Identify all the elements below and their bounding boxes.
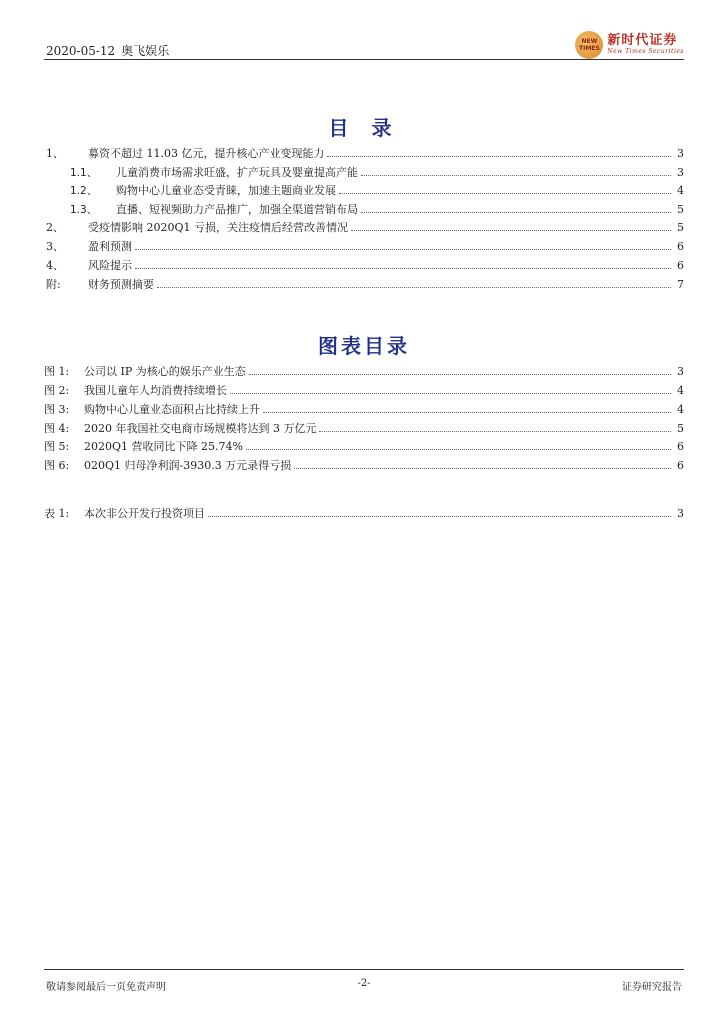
leader-dots xyxy=(351,218,671,231)
figure-item[interactable]: 图 3: 购物中心儿童业态面积占比持续上升 4 xyxy=(44,400,684,418)
leader-dots xyxy=(135,237,671,250)
page-header xyxy=(44,30,684,66)
logo-cn: 新时代证券 xyxy=(607,33,678,48)
header-divider xyxy=(44,59,684,60)
leader-dots xyxy=(294,456,671,469)
brand-logo xyxy=(575,30,684,60)
toc-item[interactable]: 1.2、 购物中心儿童业态受青睐，加速主题商业发展 4 xyxy=(44,181,684,199)
leader-dots xyxy=(319,419,671,432)
figures-title: 图表目录 xyxy=(318,334,410,358)
figure-item[interactable]: 图 5: 2020Q1 营收同比下降 25.74% 6 xyxy=(44,437,684,455)
logo-en: New Times Securities xyxy=(607,48,684,55)
leader-dots xyxy=(157,275,671,288)
company-name: 奥飞娱乐 xyxy=(121,44,170,58)
logo-text xyxy=(607,34,684,56)
leader-dots xyxy=(263,400,671,413)
figure-item[interactable]: 图 6: 020Q1 归母净利润-3930.3 万元录得亏损 6 xyxy=(44,456,684,474)
figure-item[interactable]: 图 1: 公司以 IP 为核心的娱乐产业生态 3 xyxy=(44,362,684,380)
figure-item[interactable]: 图 4: 2020 年我国社交电商市场规模将达到 3 万亿元 5 xyxy=(44,419,684,437)
leader-dots xyxy=(339,181,671,194)
toc-item[interactable]: 3、 盈利预测 6 xyxy=(44,237,684,255)
leader-dots xyxy=(230,381,671,394)
toc-item[interactable]: 1.1、 儿童消费市场需求旺盛，扩产玩具及婴童提高产能 3 xyxy=(44,163,684,181)
leader-dots xyxy=(249,362,671,375)
toc-item[interactable]: 4、 风险提示 6 xyxy=(44,256,684,274)
leader-dots xyxy=(361,200,671,213)
leader-dots xyxy=(135,256,671,269)
header-date-title xyxy=(46,42,169,59)
figure-item[interactable]: 图 2: 我国儿童年人均消费持续增长 4 xyxy=(44,381,684,399)
leader-dots xyxy=(246,437,671,450)
logo-seal-icon: NEW TIMES xyxy=(575,31,603,59)
report-type: 证券研究报告 xyxy=(622,982,682,993)
page-footer xyxy=(44,969,684,993)
disclaimer-note: 敬请参阅最后一页免责声明 xyxy=(46,982,166,993)
table-item[interactable]: 表 1: 本次非公开发行投资项目 3 xyxy=(44,504,684,522)
leader-dots xyxy=(361,163,671,176)
leader-dots xyxy=(327,144,671,157)
report-date: 2020-05-12 xyxy=(46,44,116,58)
toc-item[interactable]: 1.3、 直播、短视频助力产品推广，加强全渠道营销布局 5 xyxy=(44,200,684,218)
toc-item[interactable]: 附: 财务预测摘要 7 xyxy=(44,275,684,293)
toc-item[interactable]: 1、 募资不超过 11.03 亿元，提升核心产业变现能力 3 xyxy=(44,144,684,162)
page-number: -2- xyxy=(357,978,371,989)
leader-dots xyxy=(208,504,671,517)
toc-item[interactable]: 2、 受疫情影响 2020Q1 亏损，关注疫情后经营改善情况 5 xyxy=(44,218,684,236)
toc-title: 目 录 xyxy=(328,116,400,140)
